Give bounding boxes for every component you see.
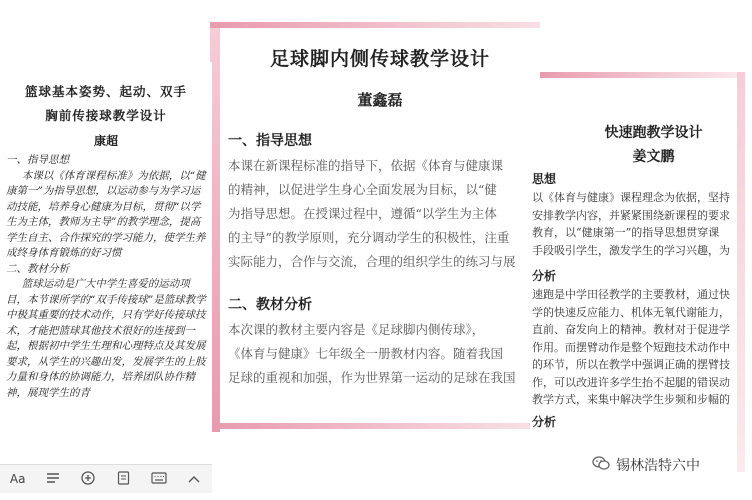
pink-accent-right <box>737 72 745 472</box>
page1-title <box>0 80 212 128</box>
document-page-sprint <box>530 78 737 458</box>
page2-line: 的精神，以促进学生身心全面发展为目标，以“健 <box>228 182 497 197</box>
editor-toolbar <box>0 464 212 493</box>
page1-section1-heading: 一、指导思想 <box>6 154 69 166</box>
page3-section2-body <box>530 286 737 409</box>
page2-line: 《体育与健康》七年级全一册教材内容。随着我国 <box>228 346 504 361</box>
page2-section1-body <box>220 154 540 274</box>
page3-line: 学的快速反应能力、机体无氧代谢能力， <box>532 305 730 319</box>
page3-line: 速跑是中学田径教学的主要教材，通过快 <box>532 288 730 301</box>
page3-line: 直前、奋发向上的精神。教材对于促进学 <box>532 323 730 336</box>
page2-section2-heading: 二、教材分析 <box>228 297 312 313</box>
page2-section2-body <box>220 318 540 390</box>
page3-line: 安排教学内容，并紧紧围绕新课程的要求 <box>532 208 730 222</box>
font-format-button[interactable]: Aa <box>9 472 26 486</box>
list-icon[interactable] <box>45 472 61 487</box>
page1-title-line2: 胸前传接球教学设计 <box>45 108 167 123</box>
page2-author: 董鑫磊 <box>357 91 403 109</box>
page3-line: 以《体育与健康》课程理念为依据，坚持 <box>532 191 730 204</box>
page2-line: 足球的重视和加强，作为世界第一运动的足球在我国 <box>228 370 516 385</box>
page3-line: 教育，以“健康第一”的指导思想贯穿课 <box>532 226 720 239</box>
pink-accent-bottom <box>210 423 530 429</box>
page2-line: 实际能力，合作与交流，合理的组织学生的练习与展 <box>228 254 516 269</box>
page2-line: 本次课的教材主要内容是《足球脚内侧传球》， <box>228 322 485 337</box>
page3-section2-heading: 分析 <box>532 269 557 283</box>
page3-author: 姜文鹏 <box>632 149 675 165</box>
watermark-text: 锡林浩特六中 <box>616 458 700 474</box>
page3-section1-body <box>530 189 737 259</box>
chevron-up-icon[interactable] <box>186 472 202 486</box>
page1-title-line1: 篮球基本姿势、起动、双手 <box>24 84 187 99</box>
page2-line: 的主导”的教学原则，充分调动学生的积极性，注重 <box>228 230 510 245</box>
page3-section1-heading: 思想 <box>532 172 557 186</box>
page3-line: 作用。而摆臂动作是整个短跑技术动作中 <box>532 340 730 354</box>
page2-line: 为指导思想。在授课过程中，遵循“以学生为主体 <box>228 206 497 221</box>
page2-section1-heading: 一、指导思想 <box>228 133 312 149</box>
page1-author: 康超 <box>93 134 118 148</box>
page3-title: 快速跑教学设计 <box>604 125 703 141</box>
page3-line: 作，可以改进许多学生抬不起腿的错误动 <box>532 375 730 389</box>
page3-line: 手段吸引学生，激发学生的学习兴趣，为 <box>532 243 730 257</box>
keyboard-icon[interactable] <box>151 472 167 487</box>
page1-body <box>0 149 212 401</box>
page3-line: 的环节，所以在教学中强调正确的摆臂技 <box>532 358 730 371</box>
page1-section2-heading: 二、教材分析 <box>6 262 69 275</box>
page2-line: 本课在新课程标准的指导下，依据《体育与健康课 <box>228 158 504 173</box>
doc-icon[interactable] <box>116 471 132 488</box>
wechat-watermark <box>592 454 700 476</box>
page1-paragraph2: 篮球运动是广大中学生喜爱的运动项目，本节课所学的“双手传接球”是篮球教学中极其重要的技术动作，只有学好传接球技术，才能把篮球其他技术很好的连接到一起，根据初中学生生理和心理特点及其发展要求，从学生的兴趣出发，发展学生的上肢力量和身体的协调能力，培养团队协作精神，展现学生的青 <box>6 278 206 399</box>
page2-title: 足球脚内侧传球教学设计 <box>269 48 490 70</box>
add-icon[interactable] <box>80 471 96 488</box>
document-page-football <box>220 28 540 423</box>
page3-section3-heading: 分析 <box>532 414 557 429</box>
wechat-icon <box>592 456 610 474</box>
page1-paragraph1: 本课以《体育课程标准》为依据，以“健康第一”为指导思想，以运动参与为学习运动技能，培养身心健康为目标，贯彻“以学生为主体，教师为主导”的教学理念，提高学生自主、合作探究的学习能力，使学生养成终身体育锻炼的好习惯 <box>6 169 206 259</box>
page3-line: 教学方式，来集中解决学生步频和步幅的 <box>532 393 730 406</box>
document-page-basketball <box>0 62 212 486</box>
